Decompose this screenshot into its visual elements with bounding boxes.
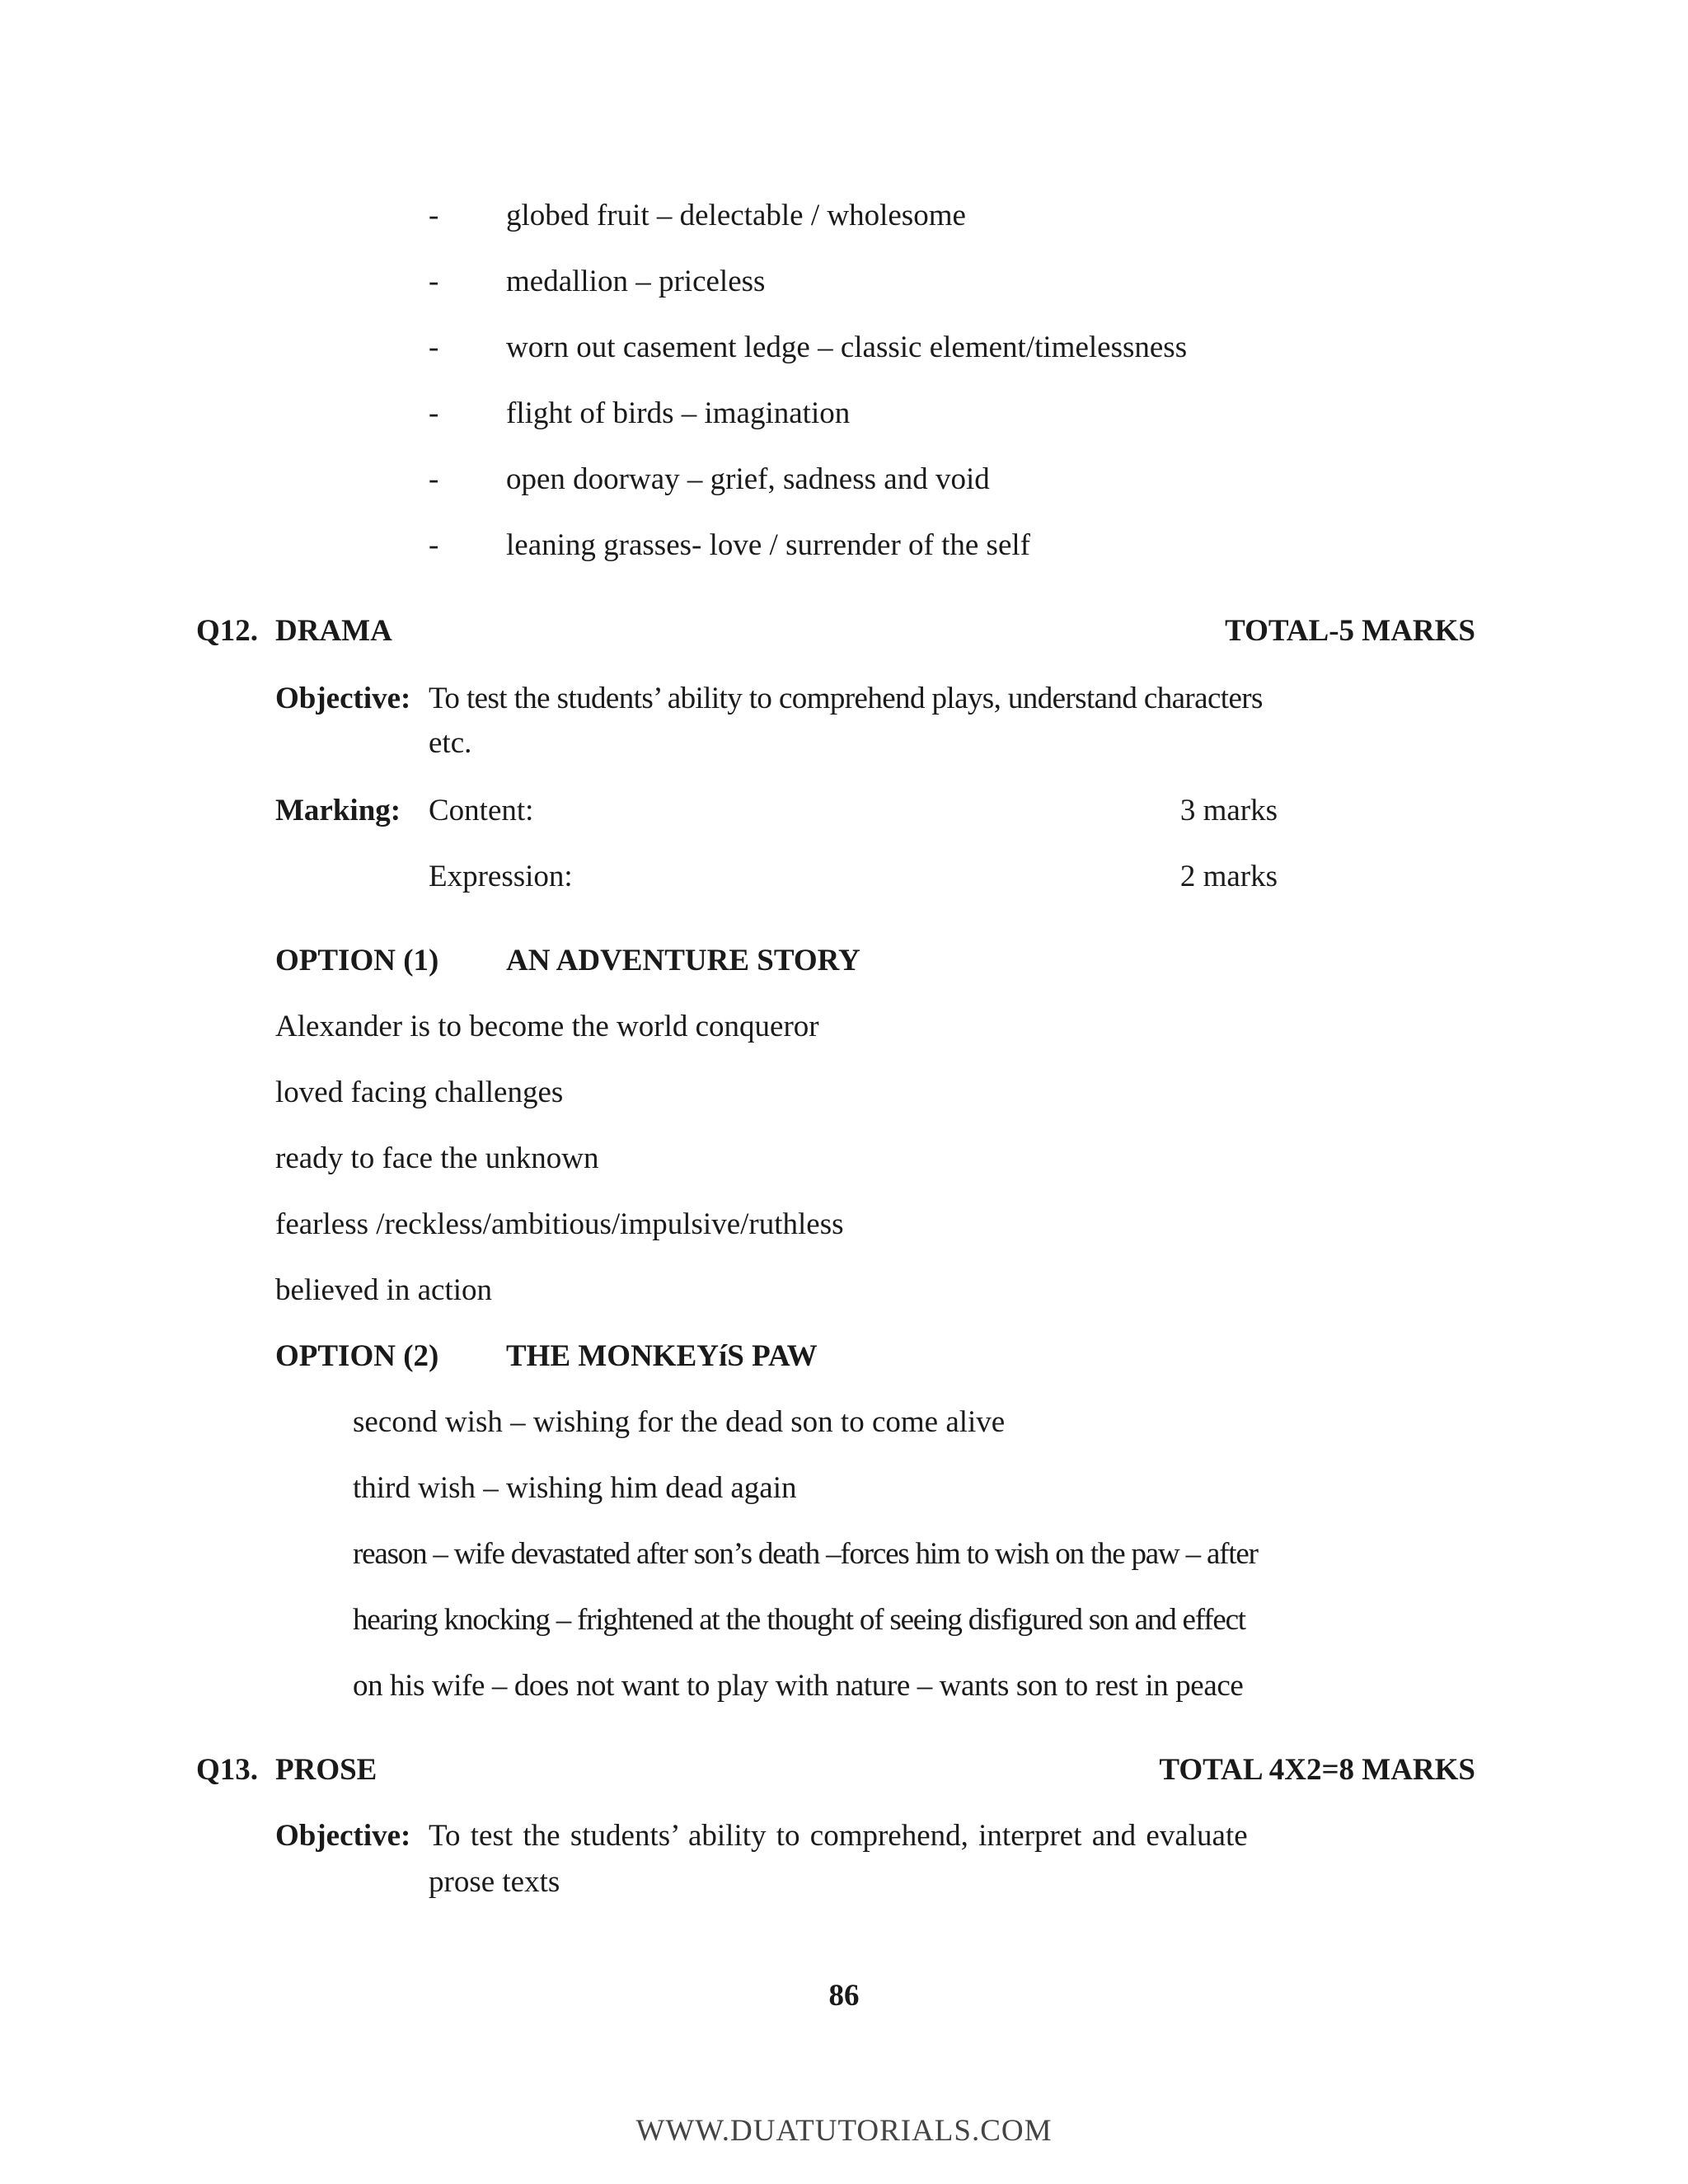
total-marks: TOTAL-5 MARKS <box>1225 614 1475 648</box>
answer-line: hearing knocking – frightened at the thought of seeing disfigured son and effect <box>353 1603 1245 1637</box>
objective-text: etc. <box>429 726 472 760</box>
list-dash: - <box>429 462 439 496</box>
list-item: worn out casement ledge – classic element/timelessness <box>506 330 1188 364</box>
answer-line: third wish – wishing him dead again <box>353 1471 797 1505</box>
answer-line: second wish – wishing for the dead son to come alive <box>353 1405 1006 1439</box>
question-number: Q13. <box>196 1753 259 1787</box>
section-title: DRAMA <box>275 614 392 648</box>
answer-line: reason – wife devastated after son’s death –forces him to wish on the paw – after <box>353 1537 1258 1571</box>
objective-label: Objective: <box>275 682 411 715</box>
list-item: globed fruit – delectable / wholesome <box>506 199 966 232</box>
answer-line: ready to face the unknown <box>275 1141 599 1175</box>
answer-line: fearless /reckless/ambitious/impulsive/ruthless <box>275 1207 844 1241</box>
marking-label: Marking: <box>275 794 401 827</box>
answer-line: loved facing challenges <box>275 1076 564 1109</box>
answer-line: believed in action <box>275 1273 493 1307</box>
answer-line: Alexander is to become the world conqueror <box>275 1010 819 1043</box>
list-item: open doorway – grief, sadness and void <box>506 462 990 496</box>
objective-label: Objective: <box>275 1819 411 1853</box>
marking-item-marks: 2 marks <box>1179 860 1278 893</box>
list-dash: - <box>429 199 439 232</box>
option-title: AN ADVENTURE STORY <box>506 944 860 977</box>
page-number: 86 <box>828 1979 860 2013</box>
marking-item-label: Expression: <box>429 860 573 893</box>
option-label: OPTION (2) <box>275 1339 439 1373</box>
objective-text: To test the students’ ability to comprehend plays, understand characters <box>429 682 1263 715</box>
footer-url: WWW.DUATUTORIALS.COM <box>635 2114 1053 2148</box>
marking-item-marks: 3 marks <box>1179 794 1278 827</box>
objective-text: To test the students’ ability to comprehend, interpret and evaluate <box>429 1819 1248 1853</box>
option-label: OPTION (1) <box>275 944 439 977</box>
total-marks: TOTAL 4X2=8 MARKS <box>1159 1753 1475 1787</box>
list-dash: - <box>429 396 439 430</box>
list-dash: - <box>429 528 439 562</box>
list-dash: - <box>429 265 439 298</box>
objective-text: prose texts <box>429 1865 560 1899</box>
marking-item-label: Content: <box>429 794 534 827</box>
list-item: leaning grasses- love / surrender of the self <box>506 528 1030 562</box>
list-item: medallion – priceless <box>506 265 766 298</box>
list-dash: - <box>429 330 439 364</box>
question-number: Q12. <box>196 614 259 648</box>
option-title: THE MONKEYíS PAW <box>506 1339 818 1373</box>
answer-line: on his wife – does not want to play with nature – wants son to rest in peace <box>353 1669 1244 1703</box>
list-item: flight of birds – imagination <box>506 396 851 430</box>
section-title: PROSE <box>275 1753 377 1787</box>
